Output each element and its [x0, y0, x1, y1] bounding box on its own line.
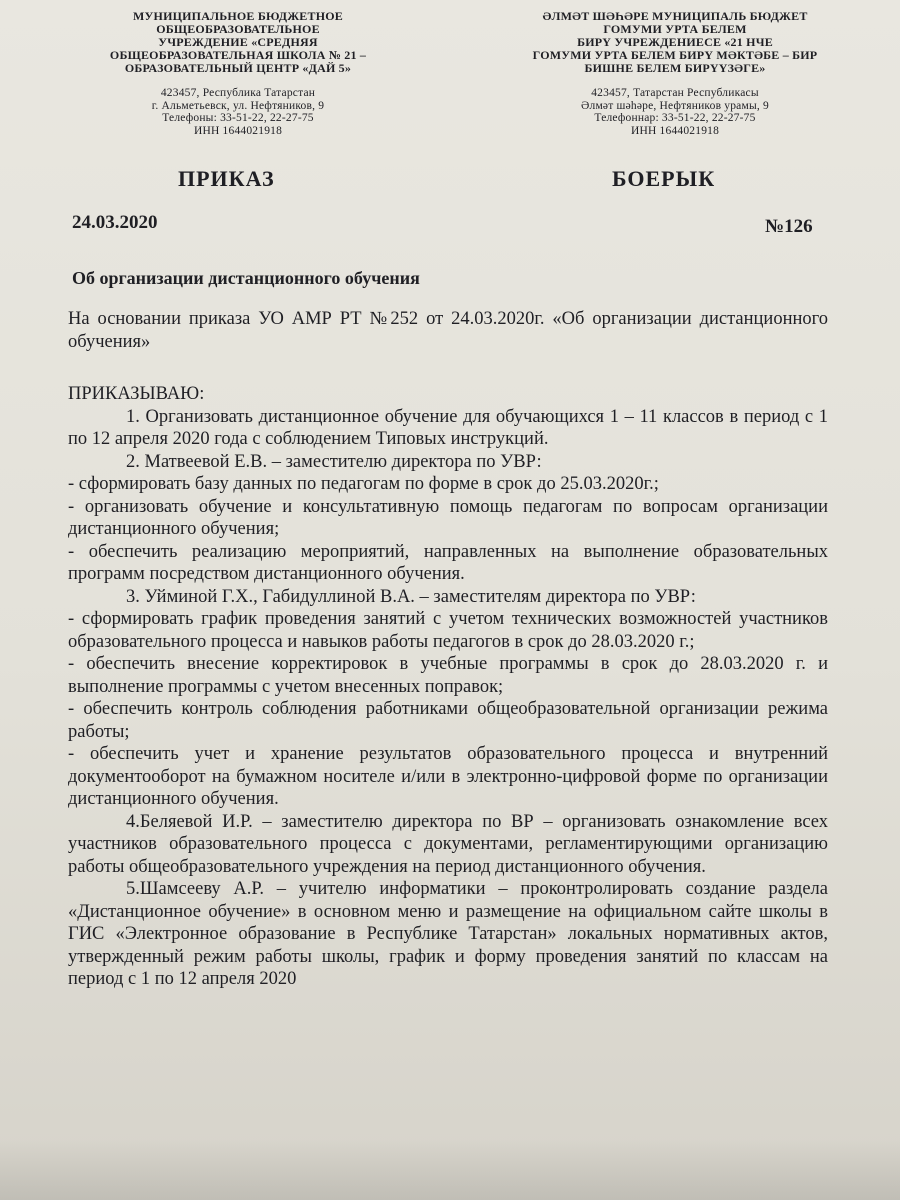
order-subitem: - обеспечить контроль соблюдения работниками общеобразовательной организации режима работы; [68, 699, 828, 742]
org-name-line: ГОМУМИ УРТА БЕЛЕМ [603, 22, 747, 36]
organization-name-ru [88, 10, 388, 75]
order-heading: ПРИКАЗЫВАЮ: [68, 384, 205, 404]
basis-paragraph: На основании приказа УО АМР РТ №252 от 24.03.2020г. «Об организации дистанционного обучения» [68, 309, 828, 352]
address-line: ИНН 1644021918 [193, 124, 283, 137]
document-subject: Об организации дистанционного обучения [72, 268, 420, 288]
document-number: №126 [765, 216, 813, 237]
org-name-line: ӘЛМӘТ ШӘҺӘРЕ МУНИЦИПАЛЬ БЮДЖЕТ [542, 9, 808, 23]
order-subitem: - организовать обучение и консультативную помощь педагогам по вопросам организации дистанционного обучения; [68, 496, 828, 539]
org-name-line: ОБЩЕОБРАЗОВАТЕЛЬНАЯ ШКОЛА № 21 – [109, 48, 367, 62]
order-subitem: - сформировать базу данных по педагогам по форме в срок до 25.03.2020г.; [68, 474, 659, 494]
address-line: Телефоны: 33-51-22, 22-27-75 [162, 112, 314, 124]
order-subitem: - обеспечить внесение корректировок в учебные программы в срок до 28.03.2020 г. и выполнение программы с учетом внесенных поправок; [68, 654, 828, 697]
address-line: 423457, Республика Татарстан [160, 87, 316, 99]
org-name-line: ГОМУМИ УРТА БЕЛЕМ БИРҮ МӘКТӘБЕ – БИР [532, 48, 818, 62]
address-line: г. Альметьевск, ул. Нефтяников, 9 [151, 99, 325, 112]
order-subitem: - сформировать график проведения занятий с учетом технических возможностей участников образовательного процесса и навыков работы педагогов в срок до 28.03.2020 г.; [68, 609, 828, 652]
organization-address-ru [88, 87, 388, 137]
order-item: 1. Организовать дистанционное обучение для обучающихся 1 – 11 классов в период с 1 по 12 апреля 2020 года с соблюдением Типовых инструкций. [68, 406, 828, 449]
order-item: 4.Беляевой И.Р. – заместителю директора по ВР – организовать ознакомление всех участников образовательного процесса с документами, регламентирующими организацию работы общеобразовательного учреждения на период дистанционного обучения. [68, 811, 828, 877]
org-name-line: МУНИЦИПАЛЬНОЕ БЮДЖЕТНОЕ [133, 9, 343, 23]
address-line: Телефоннар: 33-51-22, 22-27-75 [594, 112, 756, 124]
order-item: 3. Уйминой Г.Х., Габидуллиной В.А. – заместителям директора по УВР: [126, 586, 696, 607]
address-line: ИНН 1644021918 [630, 124, 720, 137]
header-right-block [510, 10, 840, 137]
order-items-list [68, 406, 828, 991]
document-type-ru: ПРИКАЗ [178, 166, 275, 191]
address-line: 423457, Татарстан Республикасы [591, 87, 759, 99]
order-subitem: - обеспечить реализацию мероприятий, направленных на выполнение образовательных программ посредством дистанционного обучения. [68, 541, 828, 584]
org-name-line: ОБЩЕОБРАЗОВАТЕЛЬНОЕ [156, 22, 320, 36]
org-name-line: БИШНЕ БЕЛЕМ БИРҮҮЗӘГЕ» [584, 61, 766, 75]
organization-address-tt [510, 87, 840, 137]
order-item: 2. Матвеевой Е.В. – заместителю директора по УВР: [126, 451, 542, 472]
document-body [68, 308, 828, 991]
header-left-block [88, 10, 388, 137]
org-name-line: УЧРЕЖДЕНИЕ «СРЕДНЯЯ [158, 35, 318, 49]
organization-name-tt [510, 10, 840, 75]
order-item: 5.Шамсееву А.Р. – учителю информатики – проконтролировать создание раздела «Дистанционное обучение» в основном меню и размещение на официальном сайте школы в ГИС «Электронное образование в Республике Татарстан» локальных нормативных актов, утвержденный режим работы школы, график и форму проведения занятий по классам на период с 1 по 12 апреля 2020 [68, 879, 828, 989]
document-date: 24.03.2020 [72, 212, 158, 233]
order-subitem: - обеспечить учет и хранение результатов образовательного процесса и внутренний документооборот на бумажном носителе и/или в электронно-цифровой форме по организации дистанционного обучения. [68, 744, 828, 809]
org-name-line: БИРҮ УЧРЕЖДЕНИЕСЕ «21 НЧЕ [577, 35, 773, 49]
org-name-line: ОБРАЗОВАТЕЛЬНЫЙ ЦЕНТР «ДАЙ 5» [124, 61, 352, 75]
document-type-tt: БОЕРЫК [612, 166, 716, 191]
address-line: Әлмәт шәһәре, Нефтяников урамы, 9 [581, 99, 769, 112]
